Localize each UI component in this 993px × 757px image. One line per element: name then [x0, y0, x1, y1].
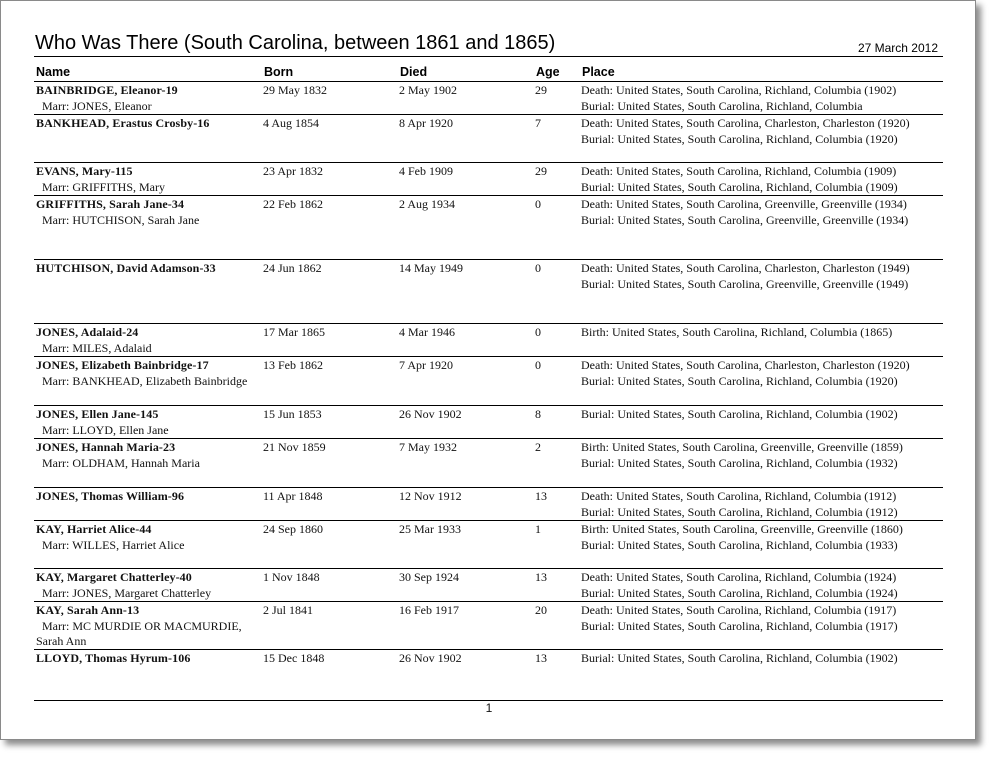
death-date: 30 Sep 1924	[399, 570, 459, 584]
place-cell	[581, 489, 941, 520]
born-date: 22 Feb 1862	[263, 197, 323, 211]
report-title: Who Was There (South Carolina, between 1861 and 1865)	[35, 32, 556, 54]
born-date: 17 Mar 1865	[263, 325, 325, 339]
age-value: 29	[535, 164, 547, 178]
place-cell	[581, 440, 941, 471]
column-header-name: Name	[36, 65, 71, 79]
death-date: 8 Apr 1920	[399, 116, 453, 130]
place-event: Death: United States, South Carolina, Richland, Columbia (1924)	[581, 570, 897, 584]
death-date: 26 Nov 1902	[399, 407, 462, 421]
person-name: EVANS, Mary-115	[36, 164, 133, 178]
place-event: Death: United States, South Carolina, Greenville, Greenville (1934)	[581, 197, 907, 211]
table-row	[34, 602, 943, 650]
born-date: 21 Nov 1859	[263, 440, 326, 454]
person-cell	[36, 116, 258, 132]
place-event: Death: United States, South Carolina, Richland, Columbia (1917)	[581, 603, 897, 617]
place-event: Burial: United States, South Carolina, Greenville, Greenville (1934)	[581, 212, 909, 227]
place-event: Burial: United States, South Carolina, Richland, Columbia (1912)	[581, 504, 898, 519]
place-cell	[581, 261, 941, 292]
table-row	[34, 196, 943, 260]
married-name: Marr: MILES, Adalaid	[42, 340, 152, 355]
person-cell	[36, 522, 258, 553]
born-date: 13 Feb 1862	[263, 358, 323, 372]
person-cell	[36, 407, 258, 438]
age-value: 29	[535, 83, 547, 97]
born-date: 1 Nov 1848	[263, 570, 320, 584]
married-name: Marr: MC MURDIE OR MACMURDIE, Sarah Ann	[36, 618, 242, 648]
place-event: Burial: United States, South Carolina, Richland, Columbia (1902)	[581, 651, 898, 665]
place-event: Burial: United States, South Carolina, Richland, Columbia (1902)	[581, 407, 898, 421]
place-event: Burial: United States, South Carolina, Richland, Columbia (1924)	[581, 585, 898, 600]
table-row	[34, 650, 943, 680]
age-value: 8	[535, 407, 541, 421]
report-date: 27 March 2012	[857, 41, 938, 55]
table-row	[34, 324, 943, 357]
place-cell	[581, 651, 941, 667]
place-cell	[581, 358, 941, 389]
person-name: GRIFFITHS, Sarah Jane-34	[36, 197, 185, 211]
place-cell	[581, 197, 941, 228]
person-cell	[36, 358, 258, 389]
place-event: Death: United States, South Carolina, Richland, Columbia (1909)	[581, 164, 897, 178]
married-name: Marr: GRIFFITHS, Mary	[42, 179, 165, 194]
death-date: 12 Nov 1912	[399, 489, 462, 503]
age-value: 2	[535, 440, 541, 454]
death-date: 4 Mar 1946	[399, 325, 455, 339]
married-name: Marr: WILLES, Harriet Alice	[42, 537, 185, 552]
person-name: KAY, Harriet Alice-44	[36, 522, 152, 536]
person-name: LLOYD, Thomas Hyrum-106	[36, 651, 191, 665]
born-date: 4 Aug 1854	[263, 116, 320, 130]
place-cell	[581, 603, 941, 634]
place-cell	[581, 164, 941, 195]
death-date: 7 May 1932	[399, 440, 457, 454]
death-date: 2 Aug 1934	[399, 197, 456, 211]
person-cell	[36, 603, 258, 650]
place-event: Birth: United States, South Carolina, Richland, Columbia (1865)	[581, 325, 893, 339]
death-date: 16 Feb 1917	[399, 603, 459, 617]
place-event: Death: United States, South Carolina, Richland, Columbia (1902)	[581, 83, 897, 97]
born-date: 29 May 1832	[263, 83, 327, 97]
age-value: 0	[535, 197, 541, 211]
person-name: JONES, Elizabeth Bainbridge-17	[36, 358, 209, 372]
person-cell	[36, 651, 258, 667]
place-cell	[581, 407, 941, 423]
place-event: Death: United States, South Carolina, Charleston, Charleston (1920)	[581, 116, 910, 130]
person-name: JONES, Hannah Maria-23	[36, 440, 176, 454]
records-table	[34, 82, 943, 680]
death-date: 4 Feb 1909	[399, 164, 453, 178]
page-number: 1	[485, 701, 493, 715]
place-event: Birth: United States, South Carolina, Greenville, Greenville (1860)	[581, 522, 903, 536]
place-event: Burial: United States, South Carolina, Richland, Columbia (1917)	[581, 618, 898, 633]
person-cell	[36, 440, 258, 471]
person-cell	[36, 83, 258, 114]
person-name: BANKHEAD, Erastus Crosby-16	[36, 116, 210, 130]
born-date: 11 Apr 1848	[263, 489, 323, 503]
place-event: Burial: United States, South Carolina, Richland, Columbia (1933)	[581, 537, 898, 552]
person-cell	[36, 489, 258, 505]
married-name: Marr: JONES, Eleanor	[42, 98, 152, 113]
person-name: HUTCHISON, David Adamson-33	[36, 261, 216, 275]
place-cell	[581, 570, 941, 601]
death-date: 2 May 1902	[399, 83, 457, 97]
age-value: 0	[535, 358, 541, 372]
born-date: 15 Dec 1848	[263, 651, 325, 665]
age-value: 13	[535, 651, 547, 665]
death-date: 7 Apr 1920	[399, 358, 453, 372]
table-row	[34, 569, 943, 602]
title-divider	[34, 56, 943, 57]
born-date: 15 Jun 1853	[263, 407, 322, 421]
table-row	[34, 357, 943, 406]
column-header-born: Born	[264, 65, 294, 79]
person-cell	[36, 164, 258, 195]
age-value: 0	[535, 325, 541, 339]
married-name: Marr: OLDHAM, Hannah Maria	[42, 455, 200, 470]
place-event: Death: United States, South Carolina, Charleston, Charleston (1949)	[581, 261, 910, 275]
married-name: Marr: HUTCHISON, Sarah Jane	[42, 212, 200, 227]
death-date: 26 Nov 1902	[399, 651, 462, 665]
person-name: KAY, Sarah Ann-13	[36, 603, 140, 617]
married-name: Marr: LLOYD, Ellen Jane	[42, 422, 169, 437]
place-event: Death: United States, South Carolina, Charleston, Charleston (1920)	[581, 358, 910, 372]
person-cell	[36, 261, 258, 277]
place-event: Burial: United States, South Carolina, Richland, Columbia	[581, 98, 863, 113]
person-name: BAINBRIDGE, Eleanor-19	[36, 83, 178, 97]
place-event: Burial: United States, South Carolina, Richland, Columbia (1920)	[581, 373, 898, 388]
age-value: 7	[535, 116, 541, 130]
person-name: JONES, Adalaid-24	[36, 325, 139, 339]
place-cell	[581, 522, 941, 553]
table-row	[34, 439, 943, 488]
person-name: KAY, Margaret Chatterley-40	[36, 570, 192, 584]
place-event: Burial: United States, South Carolina, Greenville, Greenville (1949)	[581, 276, 909, 291]
born-date: 2 Jul 1841	[263, 603, 314, 617]
place-event: Birth: United States, South Carolina, Greenville, Greenville (1859)	[581, 440, 903, 454]
place-event: Burial: United States, South Carolina, Richland, Columbia (1932)	[581, 455, 898, 470]
married-name: Marr: BANKHEAD, Elizabeth Bainbridge	[42, 373, 248, 388]
place-event: Burial: United States, South Carolina, Richland, Columbia (1909)	[581, 179, 898, 194]
table-row	[34, 163, 943, 196]
person-name: JONES, Thomas William-96	[36, 489, 185, 503]
column-header-age: Age	[536, 65, 560, 79]
column-header-died: Died	[400, 65, 428, 79]
table-row	[34, 488, 943, 521]
place-cell	[581, 325, 941, 341]
table-row	[34, 82, 943, 115]
age-value: 13	[535, 570, 547, 584]
age-value: 20	[535, 603, 547, 617]
age-value: 0	[535, 261, 541, 275]
born-date: 24 Jun 1862	[263, 261, 322, 275]
death-date: 25 Mar 1933	[399, 522, 461, 536]
person-cell	[36, 197, 258, 228]
place-event: Death: United States, South Carolina, Richland, Columbia (1912)	[581, 489, 897, 503]
married-name: Marr: JONES, Margaret Chatterley	[42, 585, 212, 600]
place-cell	[581, 83, 941, 114]
table-row	[34, 260, 943, 324]
table-row	[34, 521, 943, 569]
column-header-place: Place	[582, 65, 615, 79]
age-value: 13	[535, 489, 547, 503]
born-date: 24 Sep 1860	[263, 522, 323, 536]
table-row	[34, 406, 943, 439]
place-event: Burial: United States, South Carolina, Richland, Columbia (1920)	[581, 131, 898, 146]
person-cell	[36, 570, 258, 601]
age-value: 1	[535, 522, 541, 536]
person-name: JONES, Ellen Jane-145	[36, 407, 159, 421]
place-cell	[581, 116, 941, 147]
born-date: 23 Apr 1832	[263, 164, 323, 178]
table-row	[34, 115, 943, 163]
death-date: 14 May 1949	[399, 261, 463, 275]
person-cell	[36, 325, 258, 356]
